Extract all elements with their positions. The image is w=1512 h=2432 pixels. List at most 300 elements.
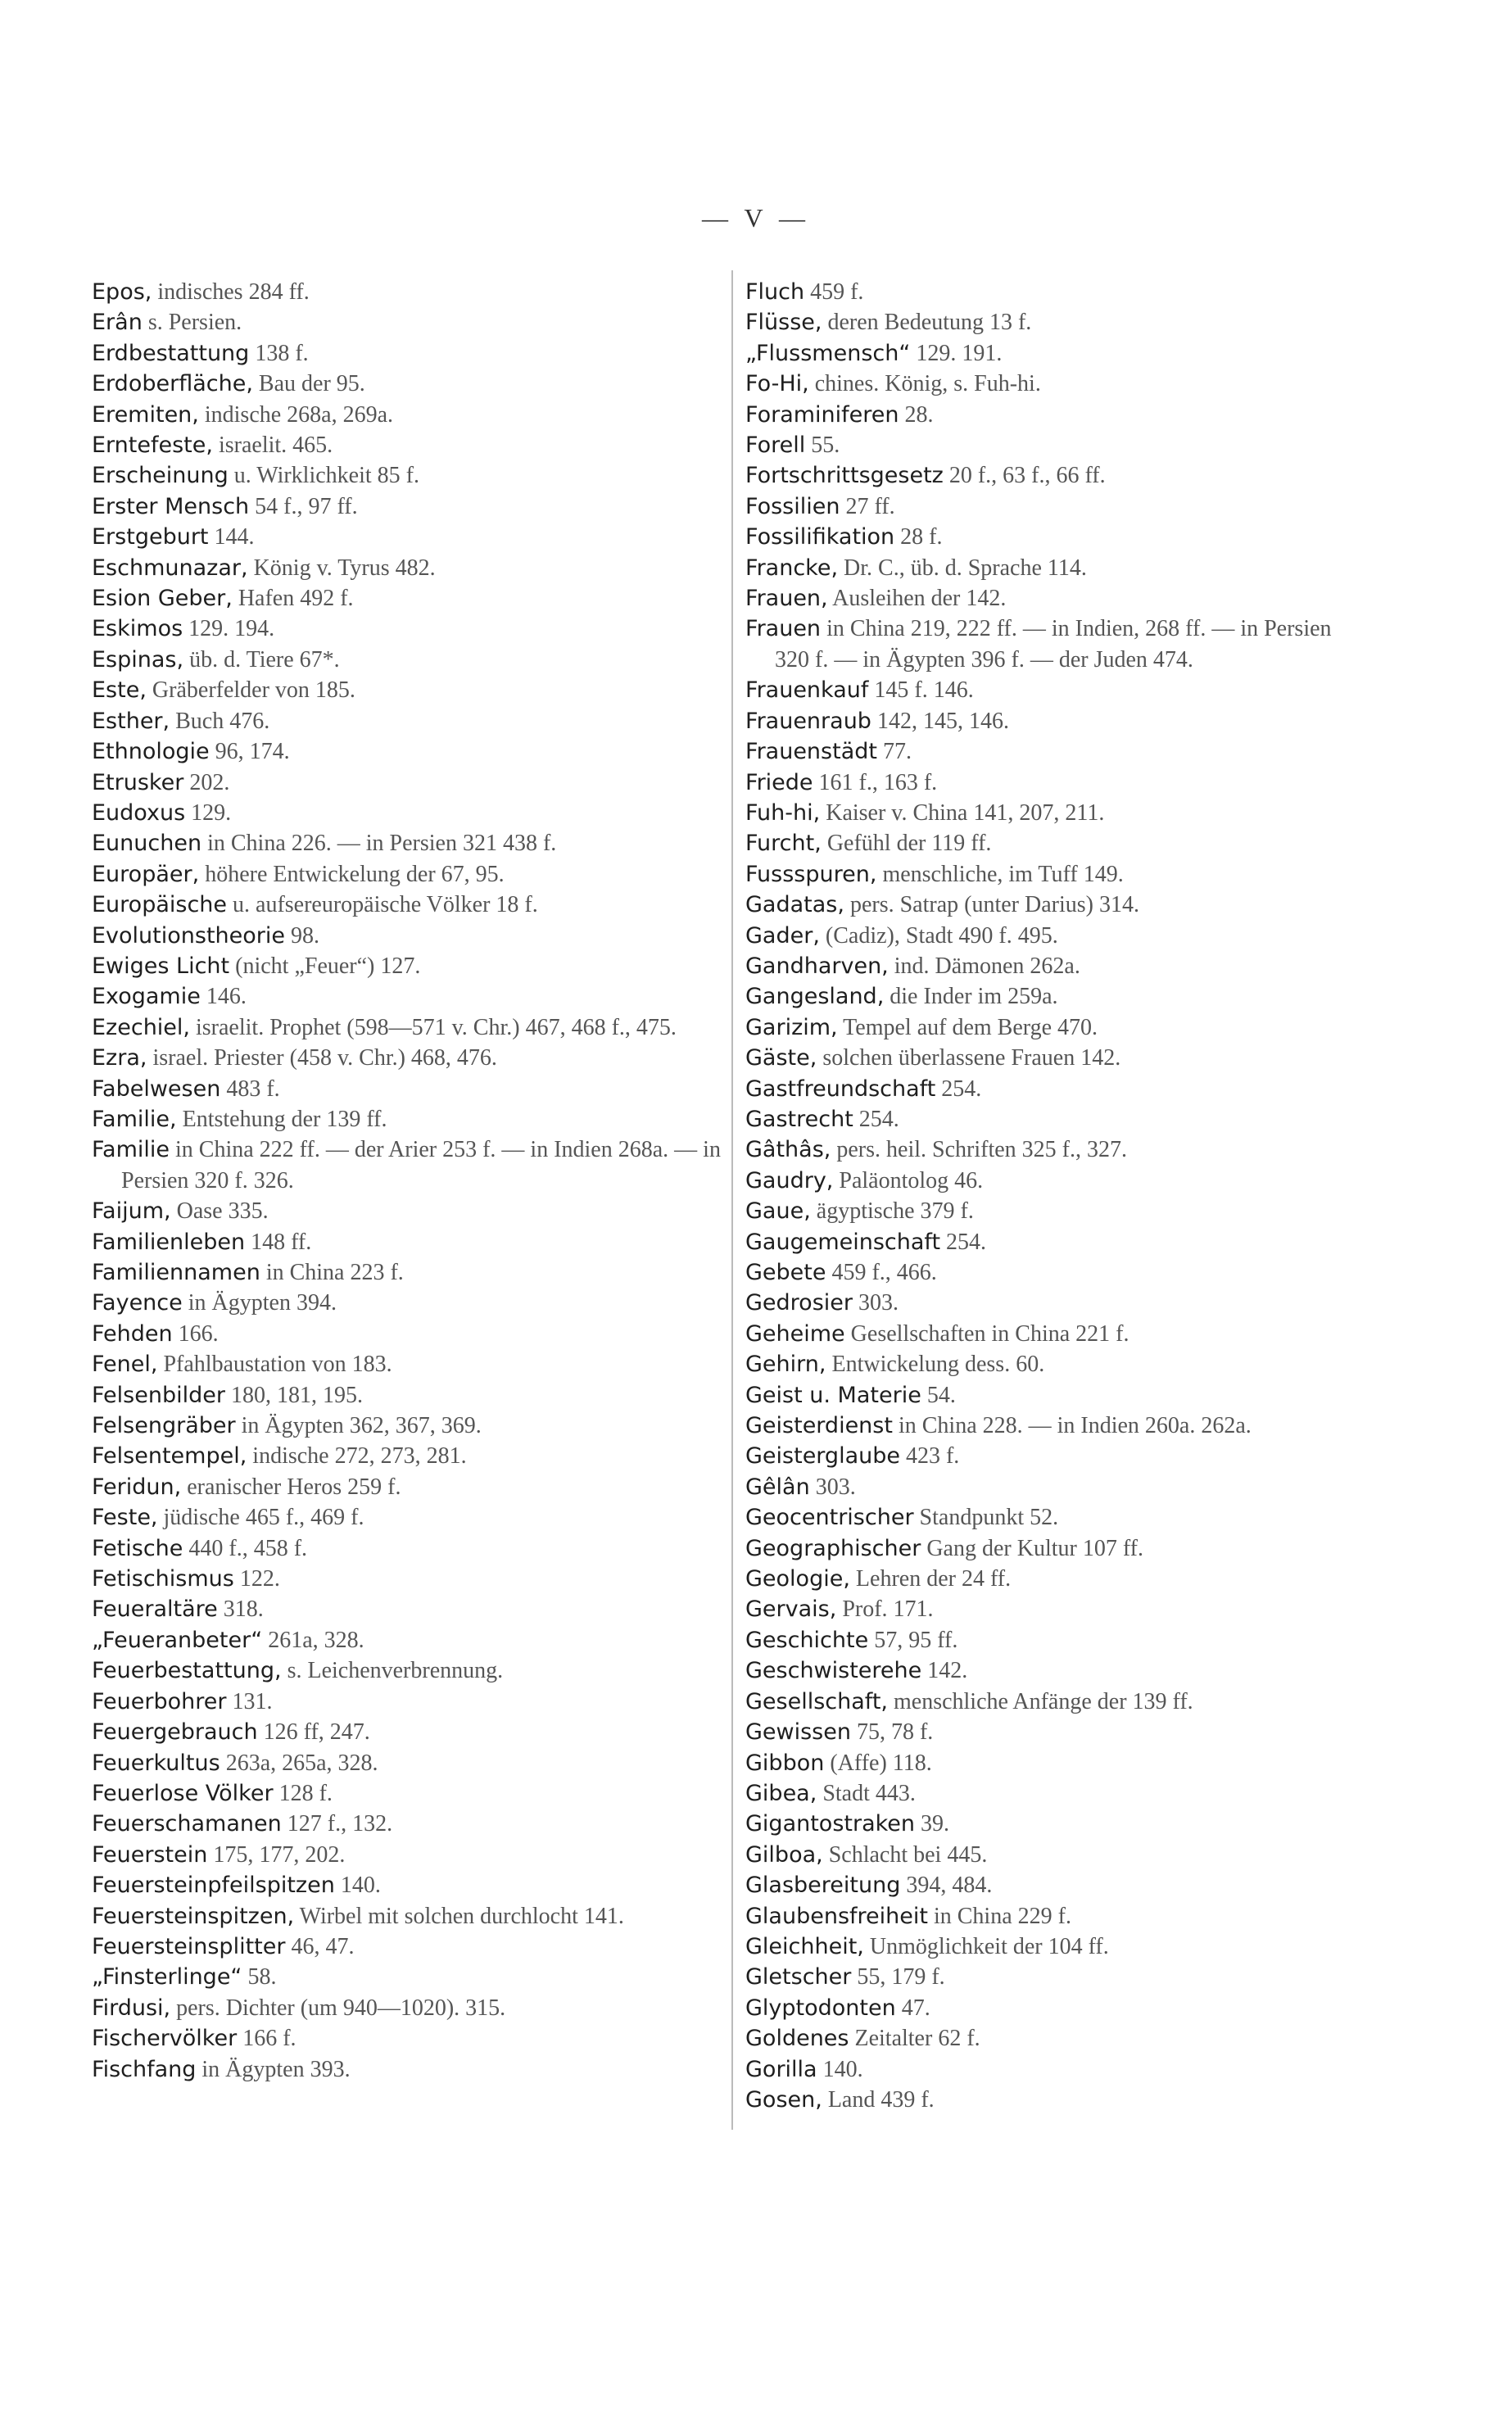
index-entry [745, 1380, 1368, 1411]
index-term: Gäste, [745, 1045, 817, 1071]
index-term: Gosen, [745, 2086, 822, 2113]
index-term: Familie, [92, 1106, 177, 1132]
index-term: Felsenbilder [92, 1382, 225, 1408]
index-term: Familiennamen [92, 1260, 260, 1285]
index-term: Feuerkultus [92, 1750, 220, 1776]
index-reference: Schlacht bei 445. [822, 1841, 988, 1868]
index-term: Gorilla [745, 2056, 817, 2082]
index-term: Felsengräber [92, 1413, 236, 1439]
index-term: Erntefeste, [92, 433, 213, 459]
index-term: Gêlân [745, 1474, 810, 1500]
index-term: Eremiten, [92, 401, 199, 428]
index-reference: Gesellschaften in China 221 f. [844, 1320, 1129, 1347]
index-term: Gâthâs, [745, 1137, 831, 1163]
index-term: Gastfreundschaft [745, 1076, 936, 1102]
index-term: Ezra, [92, 1045, 147, 1071]
index-entry [92, 675, 722, 705]
index-term: Fuh-hi, [745, 799, 821, 826]
index-reference: 54 f., 97 ff. [249, 493, 358, 519]
index-entry [745, 1748, 1368, 1778]
index-entry [745, 768, 1368, 798]
index-reference: pers. Satrap (unter Darius) 314. [844, 892, 1139, 918]
index-term: „Flussmensch“ [745, 340, 911, 366]
index-term: Fossilien [745, 493, 840, 519]
index-entry [92, 1257, 722, 1288]
index-entry [745, 1840, 1368, 1870]
index-reference: Land 439 f. [822, 2086, 935, 2113]
index-entry [92, 1717, 722, 1747]
index-reference: in China 219, 222 ff. — in Indien, 268 ff. — in Persien 320 f. — in Ägypten 396 f. — der Juden 474. [775, 616, 1332, 673]
index-reference: chines. König, s. Fuh-hi. [808, 371, 1041, 397]
index-reference: in China 228. — in Indien 260a. 262a. [892, 1413, 1252, 1439]
index-reference: Dr. C., üb. d. Sprache 114. [838, 555, 1087, 581]
index-term: Fenel, [92, 1352, 158, 1378]
index-reference: in China 229 f. [927, 1903, 1071, 1929]
index-reference: Oase 335. [170, 1198, 269, 1225]
index-reference: Bau der 95. [252, 371, 365, 397]
index-entry [92, 1594, 722, 1624]
index-term: Feueraltäre [92, 1596, 218, 1623]
index-reference: 140. [817, 2056, 863, 2082]
index-entry [745, 1564, 1368, 1594]
index-reference: israelit. Prophet (598—571 v. Chr.) 467, 468 f., 475. [190, 1014, 677, 1040]
index-entry [745, 1809, 1368, 1839]
index-reference: Entwickelung dess. 60. [826, 1352, 1045, 1378]
index-entry [92, 491, 722, 522]
index-entry [745, 1043, 1368, 1073]
index-reference: israelit. 465. [212, 433, 333, 459]
index-reference: (nicht „Feuer“) 127. [229, 953, 421, 979]
index-reference: 202. [183, 769, 230, 795]
index-entry [745, 1319, 1368, 1349]
index-entry [92, 706, 722, 736]
index-term: Frauenkauf [745, 677, 869, 704]
index-term: Ethnologie [92, 739, 210, 765]
index-entry [92, 828, 722, 858]
index-term: Gervais, [745, 1596, 837, 1623]
index-entry [92, 1778, 722, 1809]
index-entry [92, 1104, 722, 1134]
index-reference: 318. [217, 1596, 264, 1623]
index-reference: deren Bedeutung 13 f. [822, 310, 1032, 336]
index-entry [92, 2054, 722, 2085]
index-reference: 39. [915, 1811, 950, 1837]
index-reference: menschliche Anfänge der 139 ff. [887, 1688, 1193, 1714]
index-entry [745, 1962, 1368, 1992]
index-term: Gandharven, [745, 953, 889, 979]
index-entry [92, 1625, 722, 1655]
index-term: Europäische [92, 892, 228, 918]
index-reference: in China 226. — in Persien 321 438 f. [201, 831, 557, 857]
index-term: Fluch [745, 279, 805, 305]
index-term: Fossilifikation [745, 524, 895, 550]
index-reference: Unmöglichkeit der 104 ff. [863, 1933, 1109, 1959]
index-entry [745, 1441, 1368, 1471]
index-entry [92, 798, 722, 828]
index-entry [745, 890, 1368, 920]
index-entry [745, 951, 1368, 981]
index-term: Feridun, [92, 1474, 182, 1500]
index-reference: 128 f. [273, 1780, 333, 1806]
index-reference: pers. Dichter (um 940—1020). 315. [170, 1995, 506, 2021]
index-entry [92, 1840, 722, 1870]
index-entry [92, 1349, 722, 1379]
index-entry [92, 307, 722, 337]
index-entry [92, 981, 722, 1012]
index-reference: Zeitalter 62 f. [849, 2026, 980, 2052]
index-term: Gehirn, [745, 1352, 826, 1378]
index-entry [92, 1043, 722, 1073]
index-term: Fetischismus [92, 1566, 234, 1592]
index-reference: 145 f. 146. [868, 677, 974, 704]
index-term: Feuersteinsplitter [92, 1933, 286, 1959]
index-reference: Standpunkt 52. [913, 1505, 1059, 1531]
index-reference: 96, 174. [209, 739, 290, 765]
index-entry [92, 1441, 722, 1471]
index-term: Geschichte [745, 1627, 869, 1653]
index-reference: u. aufsereuropäische Völker 18 f. [227, 892, 538, 918]
index-reference: Lehren der 24 ff. [849, 1566, 1012, 1592]
index-term: Feuerstein [92, 1841, 208, 1868]
index-entry [745, 1533, 1368, 1564]
index-term: Geographischer [745, 1535, 921, 1561]
index-reference: Prof. 171. [836, 1596, 934, 1623]
index-entry [745, 981, 1368, 1012]
index-reference: Stadt 443. [817, 1780, 916, 1806]
index-term: Flüsse, [745, 310, 822, 336]
index-entry [745, 1104, 1368, 1134]
index-term: Frauenstädt [745, 739, 877, 765]
index-entry [745, 1625, 1368, 1655]
index-term: Este, [92, 677, 147, 704]
index-term: Gewissen [745, 1719, 851, 1746]
index-reference: eranischer Heros 259 f. [181, 1474, 401, 1500]
index-term: Friede [745, 769, 813, 795]
index-term: Gebete [745, 1260, 826, 1285]
index-entry [745, 1288, 1368, 1318]
index-entry [745, 1932, 1368, 1962]
index-term: Exogamie [92, 984, 201, 1010]
index-term: Felsentempel, [92, 1443, 247, 1470]
index-reference: Paläontolog 46. [833, 1167, 984, 1193]
index-entry [92, 1901, 722, 1932]
index-reference: in Ägypten 393. [196, 2056, 351, 2082]
index-reference: Wirbel mit solchen durchlocht 141. [294, 1903, 624, 1929]
index-reference: 20 f., 63 f., 66 ff. [943, 463, 1106, 489]
index-entry [92, 460, 722, 491]
index-entry [92, 1411, 722, 1441]
index-entry [92, 400, 722, 430]
index-term: Gedrosier [745, 1290, 853, 1316]
index-reference: Kaiser v. China 141, 207, 211. [820, 799, 1105, 826]
index-entry [92, 951, 722, 981]
index-term: Familienleben [92, 1229, 246, 1255]
index-term: Ewiges Licht [92, 953, 230, 979]
index-reference: 77. [876, 739, 912, 765]
index-reference: die Inder im 259a. [884, 984, 1058, 1010]
index-term: Feuerbestattung, [92, 1658, 282, 1684]
index-term: Fetische [92, 1535, 183, 1561]
index-entry [745, 1411, 1368, 1441]
index-reference: 27 ff. [840, 493, 895, 519]
index-term: Fehden [92, 1320, 173, 1347]
index-reference: menschliche, im Tuff 149. [876, 861, 1124, 887]
index-entry [92, 1993, 722, 2023]
index-reference: indisches 284 ff. [152, 279, 310, 305]
index-entry [92, 890, 722, 920]
index-entry [745, 1349, 1368, 1379]
index-reference: 142. [921, 1658, 968, 1684]
index-term: Gibbon [745, 1750, 825, 1776]
index-term: Geisterglaube [745, 1443, 900, 1470]
index-term: Feste, [92, 1505, 158, 1531]
index-reference: 138 f. [249, 340, 309, 366]
index-reference: 46, 47. [285, 1933, 355, 1959]
index-reference: (Affe) 118. [824, 1750, 932, 1776]
index-entry [92, 369, 722, 399]
index-entry [92, 1962, 722, 1992]
index-term: Fischfang [92, 2056, 197, 2082]
index-reference: 261a, 328. [262, 1627, 364, 1653]
index-entry [92, 645, 722, 675]
index-entry [745, 1687, 1368, 1717]
index-reference: 58. [242, 1964, 277, 1990]
index-entry [92, 1227, 722, 1257]
index-entry [745, 921, 1368, 951]
index-reference: Gräberfelder von 185. [146, 677, 355, 704]
index-entry [92, 736, 722, 767]
index-term: Espinas, [92, 646, 184, 673]
index-entry [92, 1809, 722, 1839]
index-reference: 254. [853, 1106, 899, 1132]
index-term: Feuersteinspitzen, [92, 1903, 295, 1929]
index-term: Gadatas, [745, 892, 844, 918]
index-term: Gaue, [745, 1198, 811, 1225]
index-entry [745, 1134, 1368, 1165]
index-term: Fo-Hi, [745, 371, 809, 397]
index-reference: 440 f., 458 f. [183, 1535, 308, 1561]
index-entry [92, 583, 722, 614]
index-term: Gibea, [745, 1780, 817, 1806]
index-entry [745, 614, 1368, 675]
index-term: Geocentrischer [745, 1505, 914, 1531]
index-term: Geist u. Materie [745, 1382, 921, 1408]
index-term: Gletscher [745, 1964, 852, 1990]
index-reference: 303. [852, 1290, 899, 1316]
index-term: Gesellschaft, [745, 1688, 888, 1714]
index-entry [92, 1012, 722, 1043]
index-term: Erstgeburt [92, 524, 209, 550]
index-term: Evolutionstheorie [92, 922, 285, 949]
index-term: Fussspuren, [745, 861, 877, 887]
index-reference: 144. [208, 524, 255, 550]
index-entry [92, 522, 722, 552]
index-entry [92, 614, 722, 644]
index-term: Gaudry, [745, 1167, 834, 1193]
index-reference: 254. [935, 1076, 982, 1102]
index-entry [745, 1012, 1368, 1043]
index-reference: 55, 179 f. [851, 1964, 945, 1990]
index-term: Glaubensfreiheit [745, 1903, 928, 1929]
index-entry [92, 1288, 722, 1318]
index-reference: 161 f., 163 f. [813, 769, 938, 795]
index-entry [745, 400, 1368, 430]
index-entry [745, 1472, 1368, 1502]
index-term: Gilboa, [745, 1841, 823, 1868]
index-reference: Gang der Kultur 107 ff. [921, 1535, 1143, 1561]
index-term: Garizim, [745, 1014, 838, 1040]
index-term: Esion Geber, [92, 586, 233, 612]
index-entry [745, 307, 1368, 337]
index-term: Erân [92, 310, 143, 336]
index-entry [92, 859, 722, 890]
index-term: Gaugemeinschaft [745, 1229, 941, 1255]
index-entry [92, 1502, 722, 1533]
index-entry [92, 1564, 722, 1594]
index-reference: in Ägypten 362, 367, 369. [235, 1413, 482, 1439]
index-term: Europäer, [92, 861, 200, 887]
index-reference: Hafen 492 f. [232, 586, 354, 612]
index-term: Geisterdienst [745, 1413, 893, 1439]
index-reference: 55. [805, 433, 840, 459]
index-term: Esther, [92, 708, 170, 734]
index-entry [745, 1594, 1368, 1624]
index-reference: in China 223 f. [260, 1260, 404, 1285]
index-term: Frauen [745, 616, 822, 642]
index-reference: s. Leichenverbrennung. [281, 1658, 504, 1684]
index-entry [745, 430, 1368, 460]
index-term: Eudoxus [92, 799, 186, 826]
index-term: Feuerschamanen [92, 1811, 282, 1837]
index-entry [745, 1196, 1368, 1226]
index-entry [92, 768, 722, 798]
index-entry [745, 1074, 1368, 1104]
page-number: — V — [702, 203, 810, 233]
index-reference: 75, 78 f. [850, 1719, 934, 1746]
index-term: Frauen, [745, 586, 828, 612]
index-entry [745, 491, 1368, 522]
index-term: Gangesland, [745, 984, 885, 1010]
index-reference: 47. [895, 1995, 930, 2021]
index-term: Feuerbohrer [92, 1688, 227, 1714]
index-term: Furcht, [745, 831, 822, 857]
index-term: Francke, [745, 555, 839, 581]
index-entry [745, 1257, 1368, 1288]
column-divider [731, 270, 733, 2130]
index-reference: 129. 194. [183, 616, 275, 642]
index-reference: König v. Tyrus 482. [247, 555, 436, 581]
index-entry [92, 1472, 722, 1502]
index-reference: 483 f. [220, 1076, 280, 1102]
index-reference: 122. [233, 1566, 280, 1592]
index-entry [92, 921, 722, 951]
index-reference: 254. [940, 1229, 987, 1255]
index-reference: 127 f., 132. [281, 1811, 393, 1837]
index-entry [92, 553, 722, 583]
index-reference: jüdische 465 f., 469 f. [157, 1505, 364, 1531]
index-reference: höhere Entwickelung der 67, 95. [199, 861, 505, 887]
index-reference: 148 ff. [245, 1229, 312, 1255]
index-reference: 180, 181, 195. [224, 1382, 363, 1408]
index-reference: israel. Priester (458 v. Chr.) 468, 476. [147, 1045, 497, 1071]
index-term: Erster Mensch [92, 493, 250, 519]
index-term: Ezechiel, [92, 1014, 190, 1040]
index-term: „Finsterlinge“ [92, 1964, 242, 1990]
index-reference: solchen überlassene Frauen 142. [817, 1045, 1121, 1071]
index-reference: indische 268a, 269a. [198, 401, 394, 428]
index-term: Frauenraub [745, 708, 871, 734]
index-reference: 126 ff, 247. [257, 1719, 370, 1746]
index-column-left [92, 277, 722, 2085]
index-reference: 166 f. [237, 2026, 297, 2052]
index-reference: u. Wirklichkeit 85 f. [228, 463, 419, 489]
index-entry [745, 460, 1368, 491]
index-reference: ägyptische 379 f. [810, 1198, 974, 1225]
index-entry [745, 1502, 1368, 1533]
index-reference: s. Persien. [142, 310, 242, 336]
index-entry [92, 1134, 722, 1196]
index-reference: 54. [921, 1382, 956, 1408]
index-column-right [744, 277, 1368, 2115]
index-term: Fayence [92, 1290, 183, 1316]
index-reference: ind. Dämonen 262a. [888, 953, 1080, 979]
index-entry [92, 1687, 722, 1717]
index-reference: 57, 95 ff. [868, 1627, 958, 1653]
index-entry [745, 1778, 1368, 1809]
index-reference: 175, 177, 202. [207, 1841, 346, 1868]
index-entry [745, 1166, 1368, 1196]
index-reference: 142, 145, 146. [871, 708, 1009, 734]
index-reference: 129. [185, 799, 232, 826]
index-entry [745, 2054, 1368, 2085]
index-term: Gastrecht [745, 1106, 853, 1132]
index-term: Fischervölker [92, 2026, 238, 2052]
index-entry [745, 522, 1368, 552]
index-reference: 263a, 265a, 328. [220, 1750, 378, 1776]
index-reference: 28 f. [894, 524, 943, 550]
index-entry [92, 277, 722, 307]
index-entry [745, 675, 1368, 705]
index-term: Faijum, [92, 1198, 171, 1225]
index-term: Eschmunazar, [92, 555, 248, 581]
index-term: Erscheinung [92, 463, 229, 489]
index-reference: 423 f. [899, 1443, 960, 1470]
index-term: „Feueranbeter“ [92, 1627, 263, 1653]
index-term: Forell [745, 433, 806, 459]
index-entry [745, 859, 1368, 890]
index-term: Firdusi, [92, 1995, 171, 2021]
index-reference: 459 f., 466. [826, 1260, 937, 1285]
index-entry [745, 553, 1368, 583]
index-entry [745, 736, 1368, 767]
index-entry [745, 1655, 1368, 1686]
index-entry [92, 1932, 722, 1962]
index-entry [92, 1196, 722, 1226]
index-reference: 459 f. [804, 279, 864, 305]
index-reference: 140. [334, 1873, 381, 1899]
index-entry [92, 1533, 722, 1564]
index-reference: Buch 476. [170, 708, 270, 734]
index-term: Goldenes [745, 2026, 849, 2052]
index-term: Gader, [745, 922, 820, 949]
index-entry [745, 1993, 1368, 2023]
index-term: Feuersteinpfeilspitzen [92, 1873, 335, 1899]
index-entry [745, 2023, 1368, 2054]
index-reference: 98. [285, 922, 319, 949]
index-entry [745, 706, 1368, 736]
index-term: Gleichheit, [745, 1933, 864, 1959]
index-entry [92, 1380, 722, 1411]
